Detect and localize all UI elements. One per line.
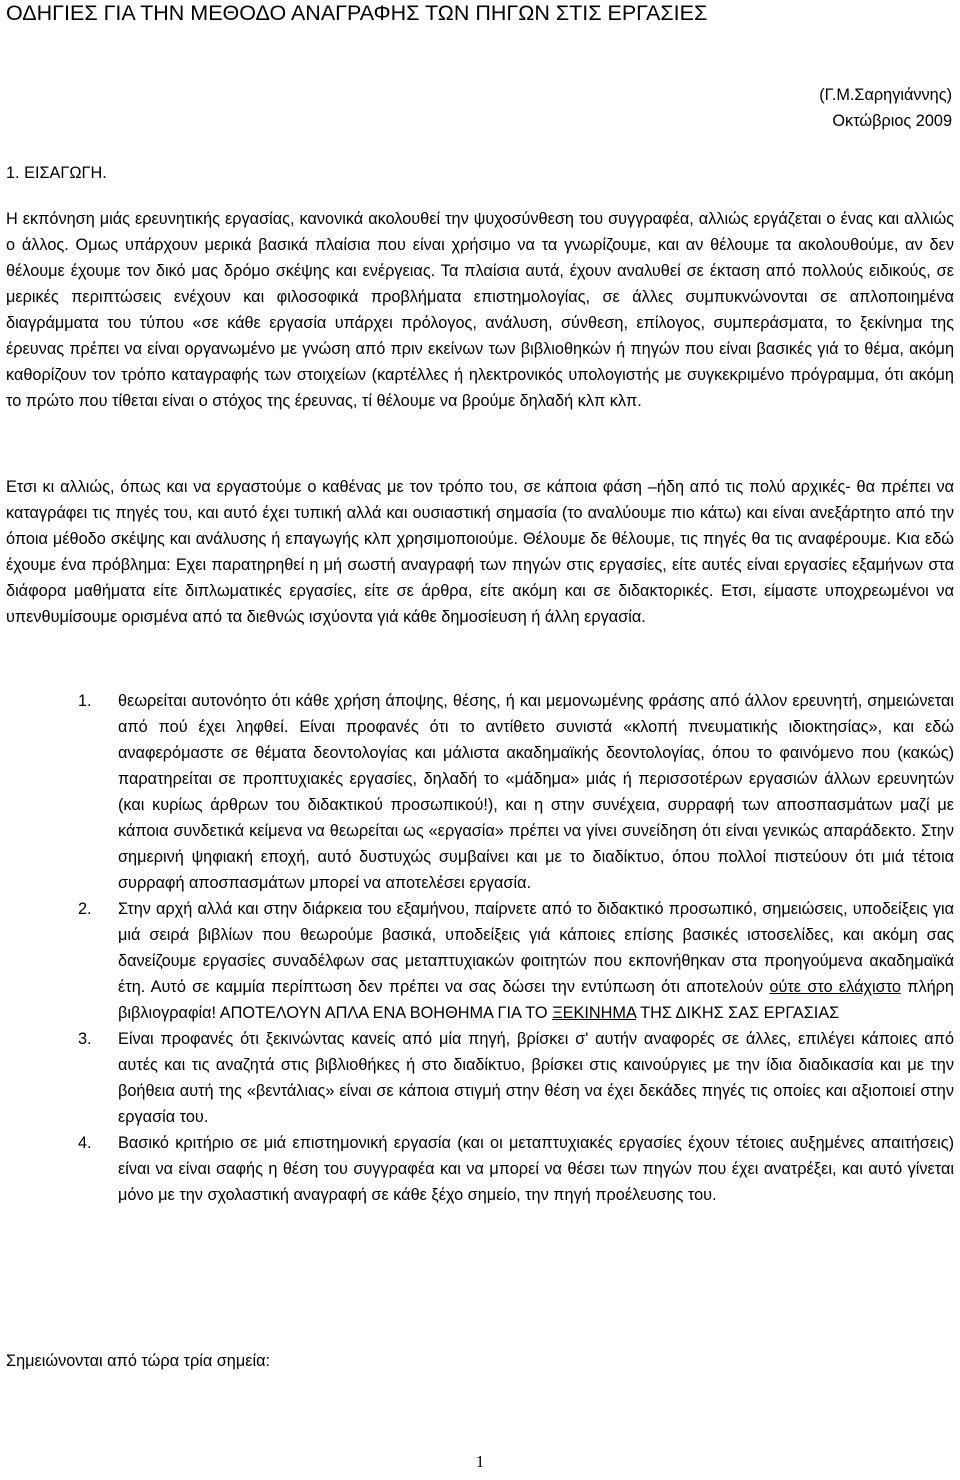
intro-paragraph: Η εκπόνηση μιάς ερευνητικής εργασίας, κανονικά ακολουθεί την ψυχοσύνθεση του συγγραφέα, αλλιώς εργάζεται ο ένας και αλλιώς ο άλλος. Ομως υπάρχουν μερικά βασικά πλαίσια που είναι χρήσιμο να τα γνωρίζουμε, και αν θέλουμε τα ακολουθούμε, αν δεν θέλουμε έχουμε τον δικό μας δρόμο σκέψης και ενέργειας. Τα πλαίσια αυτά, έχουν αναλυθεί σε έκταση από πολλούς ειδικούς, σε μερικές περιπτώσεις ενέχουν και φιλοσοφικά προβλήματα επιστημολογίας, σε άλλες συμπυκνώνονται σε απλοποιημένα διαγράμματα του τύπου «σε κάθε εργασία υπάρχει πρόλογος, ανάλυση, σύνθεση, επίλογος, συμπεράσματα, το ξεκίνημα της έρευνας πρέπει να είναι οργανωμένο με γνώση από πριν εκείνων των βιβλιοθηκών ή πηγών που είναι βασικές γιά το θέμα, ακόμη καθορίζουν τον τρόπο καταγραφής των στοιχείων (καρτέλλες ή ηλεκτρονικός υπολογιστής με συγκεκριμένο πρόγραμμα, ότι ακόμη το πρώτο που τίθεται είναι ο στόχος της έρευνας, τί θέλουμε να βρούμε δηλαδή κλπ κλπ. xyxy=(6,210,954,410)
page-number: 1 xyxy=(475,1452,485,1471)
list-item xyxy=(0,1130,954,1208)
list-item-text: θεωρείται αυτονόητο ότι κάθε χρήση άποψης, θέσης, ή και μεμονωμένης φράσης από άλλον ερευνητή, σημειώνεται από πού έχει ληφθεί. Είναι προφανές ότι το αντίθετο συνιστά «κλοπή πνευματικής ιδιοκτησίας», και εδώ αναφερόμαστε σε θέματα δεοντολογίας και μάλιστα ακαδημαϊκής δεοντολογίας, όπου το φαινόμενο που (κακώς) παρατηρείται σε προπτυχιακές εργασίες, δηλαδή το «μάδημα» μιάς ή περισσοτέρων εργασιών άλλων ερευνητών (και κυρίως άρθρων του διδακτικού προσωπικού!), και η στην συνέχεια, συρραφή των αποσπασμάτων μαζί με κάποια συνδετικά κείμενα να θεωρείται ως «εργασία» πρέπει να γίνει συνείδηση ότι είναι γενικώς απαράδεκτο. Στην σημερινή ψηφιακή εποχή, αυτό δυστυχώς συμβαίνει και με το διαδίκτυο, όπου πολλοί πιστεύουν ότι μιά τέτοια συρραφή αποσπασμάτων μπορεί να αποτελέσει εργασία. xyxy=(118,692,954,892)
closing-line: Σημειώνονται από τώρα τρία σημεία: xyxy=(6,1352,271,1370)
list-item-text: Είναι προφανές ότι ξεκινώντας κανείς από μία πηγή, βρίσκει σ' αυτήν αναφορές σε άλλες, επιλέγει κάποιες από αυτές και τις αναζητά στις βιβλιοθήκες ή στο διαδίκτυο, βρίσκει στις καινούργιες με την ίδια διαδικασία και με την βοήθεια αυτή της «βεντάλιας» είναι σε κάποια στιγμή στην θέση να έχει δεκάδες πηγές τις οποίες και αξιοποιεί στην εργασία του. xyxy=(118,1030,954,1126)
section-heading: 1. ΕΙΣΑΓΩΓΗ. xyxy=(6,164,107,182)
list-item-number: 4. xyxy=(78,1134,92,1152)
document-date: Οκτώβριος 2009 xyxy=(832,112,952,130)
list-item xyxy=(0,1026,954,1130)
list-item-text: Βασικό κριτήριο σε μιά επιστημονική εργασία (και οι μεταπτυχιακές εργασίες έχουν τέτοιες αυξημένες απαιτήσεις) είναι να είναι σαφής η θέση του συγγραφέα και να μπορεί να θέσει των πηγών που έχει ανατρέξει, και αυτό γίνεται μόνο με την σχολαστική αναγραφή σε κάθε ξέχο σημείο, την πηγή προέλευσης του. xyxy=(118,1134,954,1204)
author-name: (Γ.Μ.Σαρηγιάννης) xyxy=(819,86,952,104)
list-item-text xyxy=(118,896,954,1026)
author-block xyxy=(819,82,952,134)
list-item xyxy=(0,896,954,1026)
list-item-text-part: Στην αρχή αλλά και στην διάρκεια του εξαμήνου, παίρνετε από το διδακτικό προσωπικό, σημειώσεις, υποδείξεις για μιά σειρά βιβλίων που θεωρούμε βασικά, υποδείξεις γιά κάποιες επίσης βασικές ιστοσελίδες, και ακόμη σας δανείζουμε εργασίες συναδέλφων σας μεταπτυχιακών φοιτητών που εκπονήθηκαν στα προηγούμενα ακαδημαϊκά έτη. Αυτό σε καμμία περίπτωση δεν πρέπει να σας δώσει την εντύπωση ότι αποτελούν xyxy=(118,900,954,996)
numbered-list xyxy=(0,688,960,1208)
list-item-text-part: ΤΗΣ ΔΙΚΗΣ ΣΑΣ ΕΡΓΑΣΙΑΣ xyxy=(635,1004,840,1022)
underlined-phrase: ούτε στο ελάχιστο xyxy=(769,978,901,996)
list-item-number: 2. xyxy=(78,900,92,918)
list-item-number: 3. xyxy=(78,1030,92,1048)
list-item xyxy=(0,688,954,896)
list-item-number: 1. xyxy=(78,692,92,710)
document-title: ΟΔΗΓΙΕΣ ΓΙΑ ΤΗΝ ΜΕΘΟΔΟ ΑΝΑΓΡΑΦΗΣ ΤΩΝ ΠΗΓΩΝ ΣΤΙΣ ΕΡΓΑΣΙΕΣ xyxy=(6,1,708,25)
second-paragraph: Ετσι κι αλλιώς, όπως και να εργαστούμε ο καθένας με τον τρόπο του, σε κάποια φάση –ήδη από τις πολύ αρχικές- θα πρέπει να καταγράφει τις πηγές του, και αυτό έχει τυπική αλλά και ουσιαστική σημασία (το αναλύουμε πιο κάτω) και είναι ανεξάρτητο από την όποια μέθοδο σκέψης και ανάλυσης ή επαγωγής κλπ χρησιμοποιούμε. Θέλουμε δε θέλουμε, τις πηγές θα τις αναφέρουμε. Κια εδώ έχουμε ένα πρόβλημα: Εχει παρατηρηθεί η μή σωστή αναγραφή των πηγών στις εργασίες, είτε αυτές είναι εργασίες εξαμήνων στα διάφορα μαθήματα είτε διπλωματικές εργασίες, είτε σε άρθρα, είτε ακόμη και σε διδακτορικές. Ετσι, είμαστε υποχρεωμένοι να υπενθυμίσουμε ορισμένα από τα διεθνώς ισχύοντα γιά κάθε δημοσίευση ή άλλη εργασία. xyxy=(6,478,954,626)
list-item-text-part: πλήρη βιβλιογραφία! ΑΠΟΤΕΛΟΥΝ ΑΠΛΑ ΕΝΑ ΒΟΗΘΗΜΑ ΓΙΑ ΤΟ xyxy=(118,978,954,1022)
underlined-word: ΞΕΚΙΝΗΜΑ xyxy=(552,1004,636,1022)
